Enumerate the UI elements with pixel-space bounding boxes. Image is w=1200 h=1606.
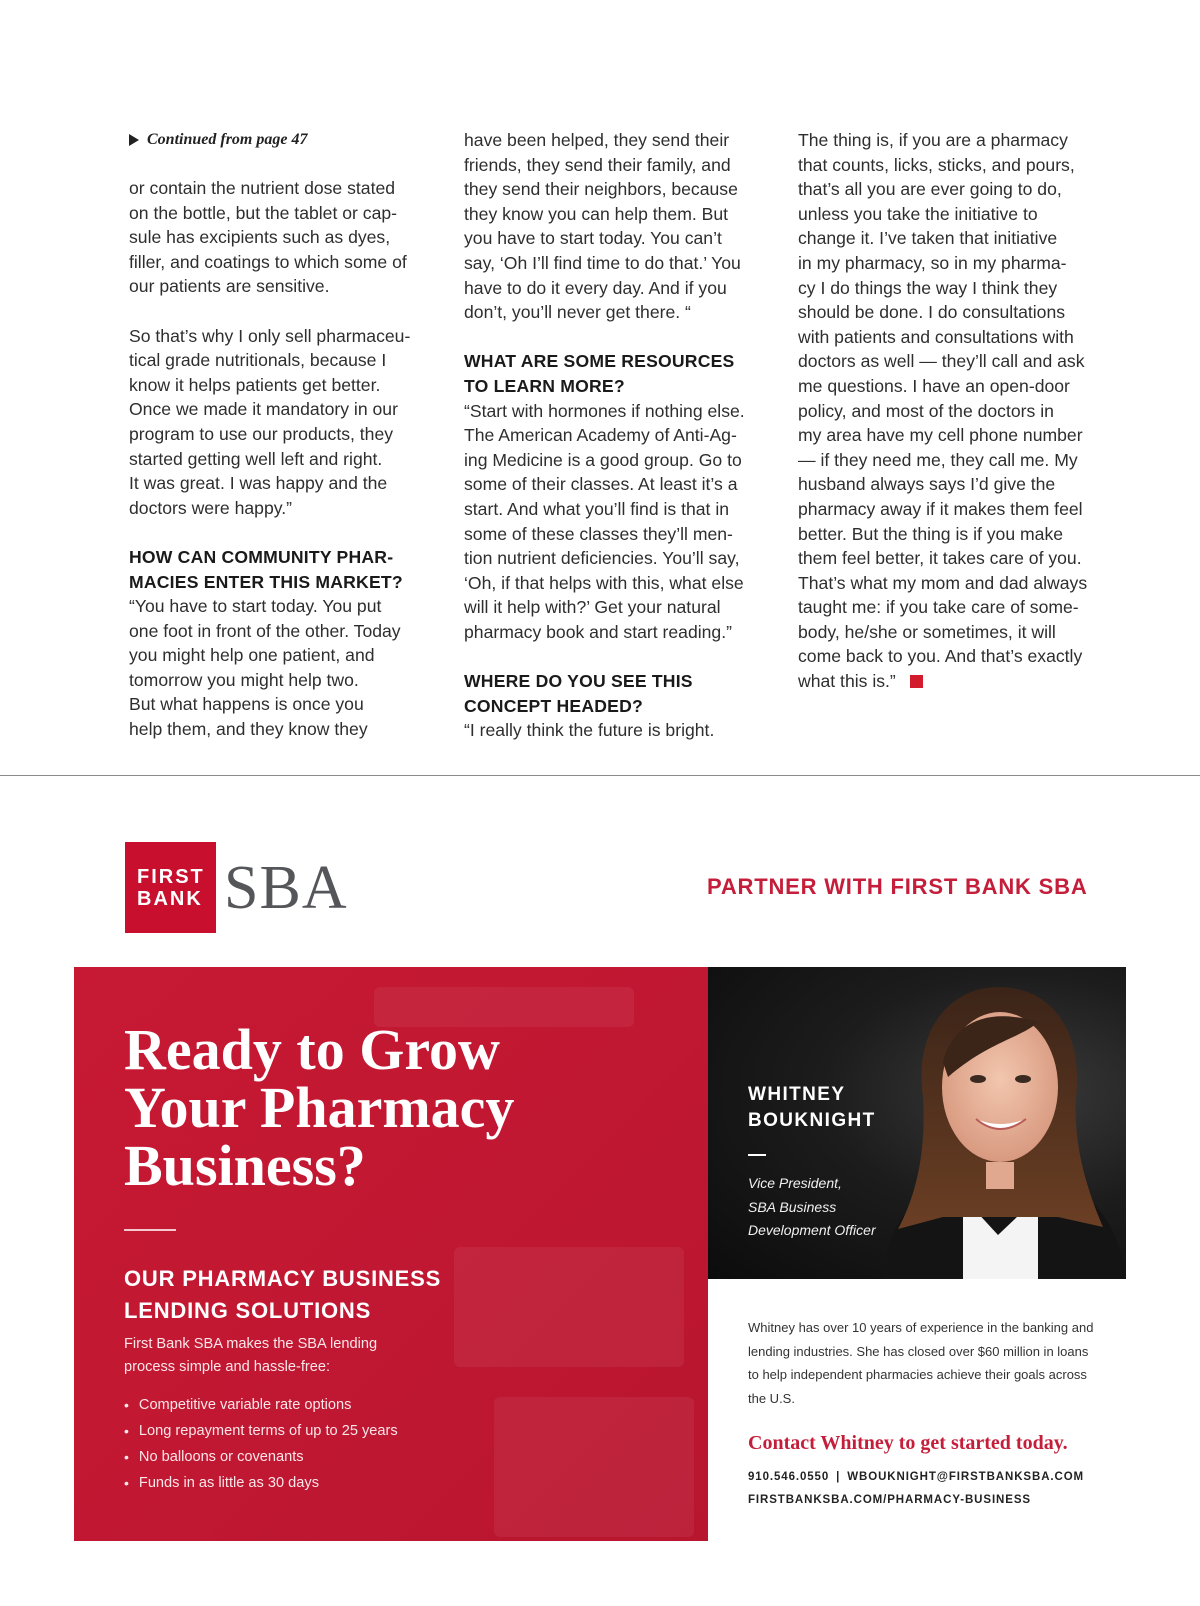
ad-promo-panel xyxy=(74,967,708,1541)
first-bank-sba-logo xyxy=(125,842,348,933)
ad-rule xyxy=(124,1229,176,1231)
logo-word-bank: BANK xyxy=(137,887,203,910)
officer-name: WHITNEY BOUKNIGHT xyxy=(748,1084,876,1131)
logo-word-sba: SBA xyxy=(224,853,348,922)
ad-benefits-list xyxy=(124,1392,398,1496)
section-heading: WHAT ARE SOME RESOURCES TO LEARN MORE? xyxy=(464,351,735,396)
partner-heading: PARTNER WITH FIRST BANK SBA xyxy=(707,874,1088,899)
list-item: • No balloons or covenants xyxy=(124,1444,398,1470)
phone-number[interactable]: 910.546.0550 xyxy=(748,1471,830,1483)
paragraph-text: The thing is, if you are a pharmacy that counts, licks, sticks, and pours, that’s all you are ever going to do, unless you take the initiative to change it. I’ve taken that initiative in my pharmacy, so in my pharma- cy I do things the way I think they should be done. I do consultations with patients and consultations with doctors as well — they’ll call and ask me questions. I have an open-door policy, and most of the doctors in my area have my cell phone number — if they need me, they call me. My husband always says I’d give the pharmacy away if it makes them feel better. But the thing is if you make them feel better, it takes care of you. That’s what my mom and dad always taught me: if you take care of some- body, he/she or sometimes, it will come back to you. And that’s exactly what this is.” xyxy=(798,130,1088,692)
continued-label: Continued from page 47 xyxy=(147,130,308,148)
list-item: • Long repayment terms of up to 25 years xyxy=(124,1418,398,1444)
logo-mark xyxy=(125,842,216,933)
ad-headline: Ready to Grow Your Pharmacy Business? xyxy=(124,1017,515,1198)
paragraph: “I really think the future is bright. xyxy=(464,720,715,741)
officer-title: Vice President, SBA Business Development Officer xyxy=(748,1175,876,1238)
section-heading: HOW CAN COMMUNITY PHAR- MACIES ENTER THIS MARKET? xyxy=(129,546,403,592)
section-heading: WHERE DO YOU SEE THIS CONCEPT HEADED? xyxy=(464,671,693,716)
name-rule xyxy=(748,1154,766,1156)
end-of-article-icon xyxy=(910,675,923,688)
contact-info xyxy=(748,1466,1084,1511)
officer-bio: Whitney has over 10 years of experience in the banking and lending industries. She has closed over $60 million in loans to help independent pharmacies achieve their goals across the U.S. xyxy=(748,1320,1094,1406)
list-item: • Competitive variable rate options xyxy=(124,1392,398,1418)
website-link[interactable]: FIRSTBANKSBA.COM/PHARMACY-BUSINESS xyxy=(748,1493,1031,1506)
section-divider xyxy=(0,775,1200,776)
ad-intro: First Bank SBA makes the SBA lending process simple and hassle-free: xyxy=(124,1336,378,1375)
paragraph xyxy=(798,128,1118,694)
paragraph: So that’s why I only sell pharmaceu- tical grade nutritionals, because I know it helps patients get better. Once we made it mandatory in our program to use our products, they started getting well left and right. It was great. I was happy and the doctors were happy.” xyxy=(129,325,411,518)
play-triangle-icon xyxy=(129,134,139,146)
continued-note xyxy=(129,128,441,152)
paragraph: have been helped, they send their friends, they send their family, and they send their neighbors, because they know you can help them. But you have to start today. You can’t say, ‘Oh I’ll find time to do that.’ You have to do it every day. And if you don’t, you’ll never get there. “ xyxy=(464,130,741,323)
paragraph: “You have to start today. You put one foot in front of the other. Today you might help one patient, and tomorrow you might help two. But what happens is once you help them, and they know they xyxy=(129,596,401,740)
officer-photo-panel xyxy=(708,967,1126,1279)
article-column-2 xyxy=(464,128,782,743)
article xyxy=(0,128,1200,758)
paragraph: or contain the nutrient dose stated on the bottle, but the tablet or cap- sule has excipients such as dyes, filler, and coatings to which some of our patients are sensitive. xyxy=(129,178,407,297)
article-column-1 xyxy=(129,128,441,742)
logo-word-first: FIRST xyxy=(137,865,205,888)
email-address[interactable]: WBOUKNIGHT@FIRSTBANKSBA.COM xyxy=(847,1471,1085,1483)
call-to-action: Contact Whitney to get started today. xyxy=(748,1432,1068,1454)
ad-subheading: OUR PHARMACY BUSINESS LENDING SOLUTIONS xyxy=(124,1266,442,1323)
contact-separator: | xyxy=(836,1471,841,1483)
list-item: • Funds in as little as 30 days xyxy=(124,1470,398,1496)
paragraph: “Start with hormones if nothing else. The American Academy of Anti-Ag- ing Medicine is a good group. Go to some of their classes. At least it’s a start. And what you’ll find is that in some of these classes they’ll men- tion nutrient deficiencies. You’ll say, ‘Oh, if that helps with this, what else will it help with?’ Get your natural pharmacy book and start reading.” xyxy=(464,400,745,642)
article-column-3 xyxy=(798,128,1118,694)
